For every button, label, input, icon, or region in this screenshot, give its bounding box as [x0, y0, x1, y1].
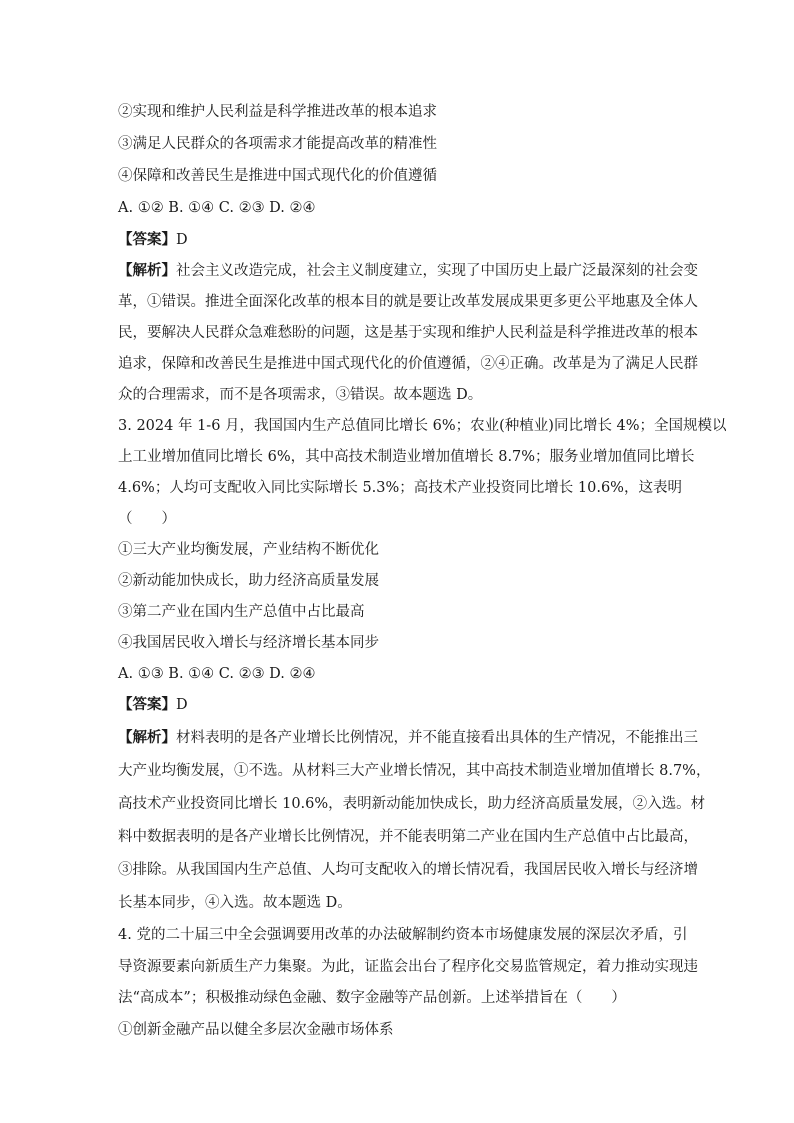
q3-analysis-line-5: ③排除。从我国国内生产总值、人均可支配收入的增长情况看，我国居民收入增长与经济增: [118, 862, 698, 878]
answer-tag: 【答案】: [118, 231, 176, 248]
q2-analysis-line-5: 众的合理需求，而不是各项需求，③错误。故本题选 D。: [118, 387, 483, 403]
q4-stem-line-3: 法“高成本”；积极推动绿色金融、数字金融等产品创新。上述举措旨在（ ）: [118, 990, 626, 1006]
q3-stem-line-3: 4.6%；人均可支配收入同比实际增长 5.3%；高技术产业投资同比增长 10.6%，这表明: [118, 480, 682, 496]
analysis-tag: 【解析】: [118, 262, 176, 279]
q3-analysis-line-3: 高技术产业投资同比增长 10.6%，表明新动能加快成长，助力经济高质量发展，②入选。材: [118, 796, 706, 812]
q2-analysis-line-2: 革，①错误。推进全面深化改革的根本目的就是要让改革发展成果更多更公平地惠及全体人: [118, 294, 698, 310]
analysis-tag: 【解析】: [118, 729, 176, 746]
q2-analysis-line-1: [118, 261, 698, 281]
answer-value: D: [176, 697, 188, 713]
q3-analysis-line-2: 大产业均衡发展，①不选。从材料三大产业增长情况，其中高技术制造业增加值增长 8.7%，: [118, 763, 711, 779]
q2-option-3: ③满足人民群众的各项需求才能提高改革的精准性: [118, 136, 437, 152]
q3-option-4: ④我国居民收入增长与经济增长基本同步: [118, 635, 379, 651]
q2-analysis-line-4: 追求，保障和改善民生是推进中国式现代化的价值遵循，②④正确。改革是为了满足人民群: [118, 356, 698, 372]
q3-answer: [118, 695, 674, 715]
q3-option-3: ③第二产业在国内生产总值中占比最高: [118, 604, 365, 620]
q3-analysis-line-1: [118, 728, 698, 748]
q4-stem-line-1: 4. 党的二十届三中全会强调要用改革的办法破解制约资本市场健康发展的深层次矛盾，引: [118, 927, 688, 943]
q3-stem-line-1: 3. 2024 年 1-6 月，我国国内生产总值同比增长 6%；农业(种植业)同比增长 4%；全国规模以: [118, 418, 727, 434]
q3-analysis-line-6: 长基本同步，④入选。故本题选 D。: [118, 895, 352, 911]
q3-analysis-line-4: 料中数据表明的是各产业增长比例情况，并不能表明第二产业在国内生产总值中占比最高，: [118, 829, 698, 845]
q4-stem-line-2: 导资源要素向新质生产力集聚。为此，证监会出台了程序化交易监管规定，着力推动实现违: [118, 959, 698, 975]
answer-value: D: [176, 232, 188, 248]
q2-analysis-line-3: 民，要解决人民群众急难愁盼的问题，这是基于实现和维护人民利益是科学推进改革的根本: [118, 325, 698, 341]
q3-stem-line-2: 上工业增加值同比增长 6%，其中高技术制造业增加值增长 8.7%；服务业增加值同比增长: [118, 449, 695, 465]
q2-answer: [118, 230, 674, 250]
q2-choices: A. ①② B. ①④ C. ②③ D. ②④: [118, 200, 316, 216]
q3-option-1: ①三大产业均衡发展，产业结构不断优化: [118, 542, 379, 558]
q3-choices: A. ①③ B. ①④ C. ②③ D. ②④: [118, 666, 316, 682]
q3-option-2: ②新动能加快成长，助力经济高质量发展: [118, 573, 379, 589]
q2-option-2: ②实现和维护人民利益是科学推进改革的根本追求: [118, 104, 437, 120]
q3-stem-blank: （ ）: [118, 511, 176, 527]
analysis-text: 材料表明的是各产业增长比例情况，并不能直接看出具体的生产情况，不能推出三: [176, 730, 698, 746]
q4-option-1: ①创新金融产品以健全多层次金融市场体系: [118, 1022, 394, 1038]
answer-tag: 【答案】: [118, 696, 176, 713]
analysis-text: 社会主义改造完成，社会主义制度建立，实现了中国历史上最广泛最深刻的社会变: [176, 263, 698, 279]
q2-option-4: ④保障和改善民生是推进中国式现代化的价值遵循: [118, 168, 437, 184]
